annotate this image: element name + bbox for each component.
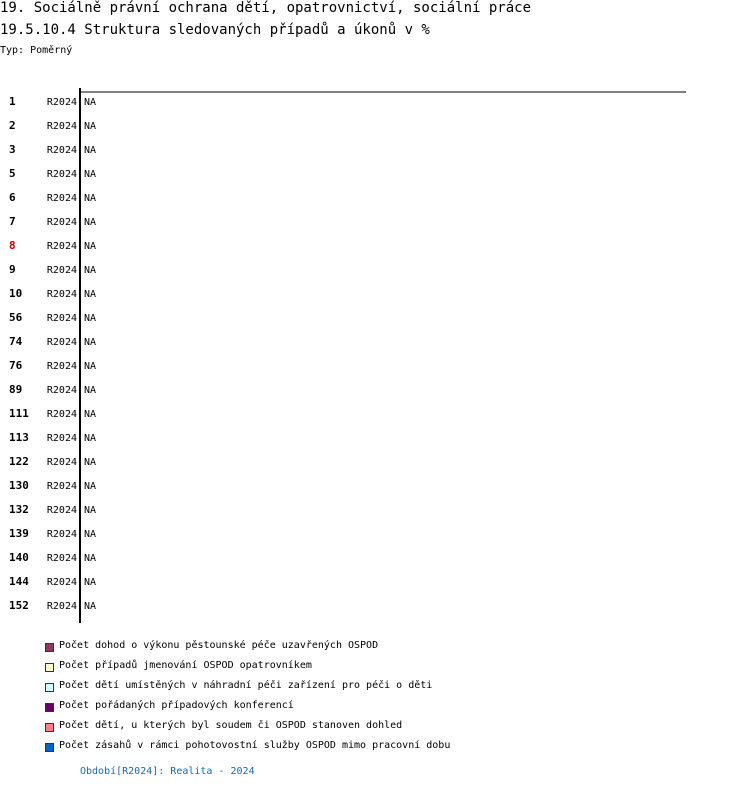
category-label: 113 [9, 431, 29, 444]
period-tick-label: R2024 [46, 145, 77, 156]
chart-subtitle: 19.5.10.4 Struktura sledovaných případů a úkonů v % [0, 22, 430, 38]
value-label: NA [84, 481, 97, 492]
period-tick-label: R2024 [46, 505, 77, 516]
period-tick-label: R2024 [46, 217, 77, 228]
period-tick-label: R2024 [46, 169, 77, 180]
value-label: NA [84, 601, 97, 612]
category-label: 144 [9, 575, 29, 588]
period-tick-label: R2024 [46, 313, 77, 324]
period-label: Období[R2024]: Realita - 2024 [80, 766, 255, 777]
period-tick-label: R2024 [46, 457, 77, 468]
category-label: 152 [9, 599, 29, 612]
value-label: NA [84, 337, 97, 348]
period-tick-label: R2024 [46, 193, 77, 204]
period-tick-label: R2024 [46, 433, 77, 444]
period-tick-label: R2024 [46, 409, 77, 420]
value-label: NA [84, 193, 97, 204]
category-label: 122 [9, 455, 29, 468]
category-label: 7 [9, 215, 16, 228]
category-label: 10 [9, 287, 23, 300]
category-label: 8 [9, 239, 16, 252]
period-tick-label: R2024 [46, 553, 77, 564]
category-label: 5 [9, 167, 16, 180]
value-label: NA [84, 145, 97, 156]
value-label: NA [84, 553, 97, 564]
chart-type-label: Typ: Poměrný [0, 45, 73, 56]
period-tick-label: R2024 [46, 577, 77, 588]
value-label: NA [84, 169, 97, 180]
legend-swatch [45, 703, 54, 712]
legend-swatch [45, 643, 54, 652]
legend-label: Počet dětí umístěných v náhradní péči zařízení pro péči o děti [59, 680, 433, 691]
category-label: 74 [9, 335, 23, 348]
value-label: NA [84, 241, 97, 252]
value-label: NA [84, 385, 97, 396]
value-label: NA [84, 97, 97, 108]
value-label: NA [84, 121, 97, 132]
legend-label: Počet dohod o výkonu pěstounské péče uzavřených OSPOD [59, 640, 379, 651]
value-label: NA [84, 577, 97, 588]
category-label: 2 [9, 119, 16, 132]
value-label: NA [84, 529, 97, 540]
period-tick-label: R2024 [46, 265, 77, 276]
value-label: NA [84, 457, 97, 468]
legend-label: Počet dětí, u kterých byl soudem či OSPOD stanoven dohled [59, 720, 403, 731]
category-label: 139 [9, 527, 29, 540]
value-label: NA [84, 505, 97, 516]
legend-label: Počet zásahů v rámci pohotovostní služby OSPOD mimo pracovní dobu [59, 740, 451, 751]
category-label: 132 [9, 503, 29, 516]
chart-title: 19. Sociálně právní ochrana dětí, opatrovnictví, sociální práce [0, 0, 532, 16]
value-label: NA [84, 289, 97, 300]
period-tick-label: R2024 [46, 481, 77, 492]
value-label: NA [84, 361, 97, 372]
legend-swatch [45, 663, 54, 672]
value-label: NA [84, 217, 97, 228]
legend-swatch [45, 723, 54, 732]
period-tick-label: R2024 [46, 121, 77, 132]
category-label: 9 [9, 263, 16, 276]
period-tick-label: R2024 [46, 529, 77, 540]
period-tick-label: R2024 [46, 337, 77, 348]
period-tick-label: R2024 [46, 289, 77, 300]
legend-label: Počet pořádaných případových konferencí [59, 700, 294, 711]
value-label: NA [84, 313, 97, 324]
category-label: 89 [9, 383, 23, 396]
category-label: 3 [9, 143, 16, 156]
legend-label: Počet případů jmenování OSPOD opatrovníkem [59, 660, 312, 671]
category-label: 56 [9, 311, 23, 324]
legend-swatch [45, 683, 54, 692]
category-label: 130 [9, 479, 29, 492]
value-label: NA [84, 409, 97, 420]
period-tick-label: R2024 [46, 361, 77, 372]
period-tick-label: R2024 [46, 601, 77, 612]
legend-swatch [45, 743, 54, 752]
period-tick-label: R2024 [46, 241, 77, 252]
category-label: 111 [9, 407, 29, 420]
category-label: 1 [9, 95, 16, 108]
value-label: NA [84, 265, 97, 276]
period-tick-label: R2024 [46, 385, 77, 396]
category-label: 6 [9, 191, 16, 204]
period-tick-label: R2024 [46, 97, 77, 108]
category-label: 140 [9, 551, 29, 564]
category-label: 76 [9, 359, 23, 372]
value-label: NA [84, 433, 97, 444]
